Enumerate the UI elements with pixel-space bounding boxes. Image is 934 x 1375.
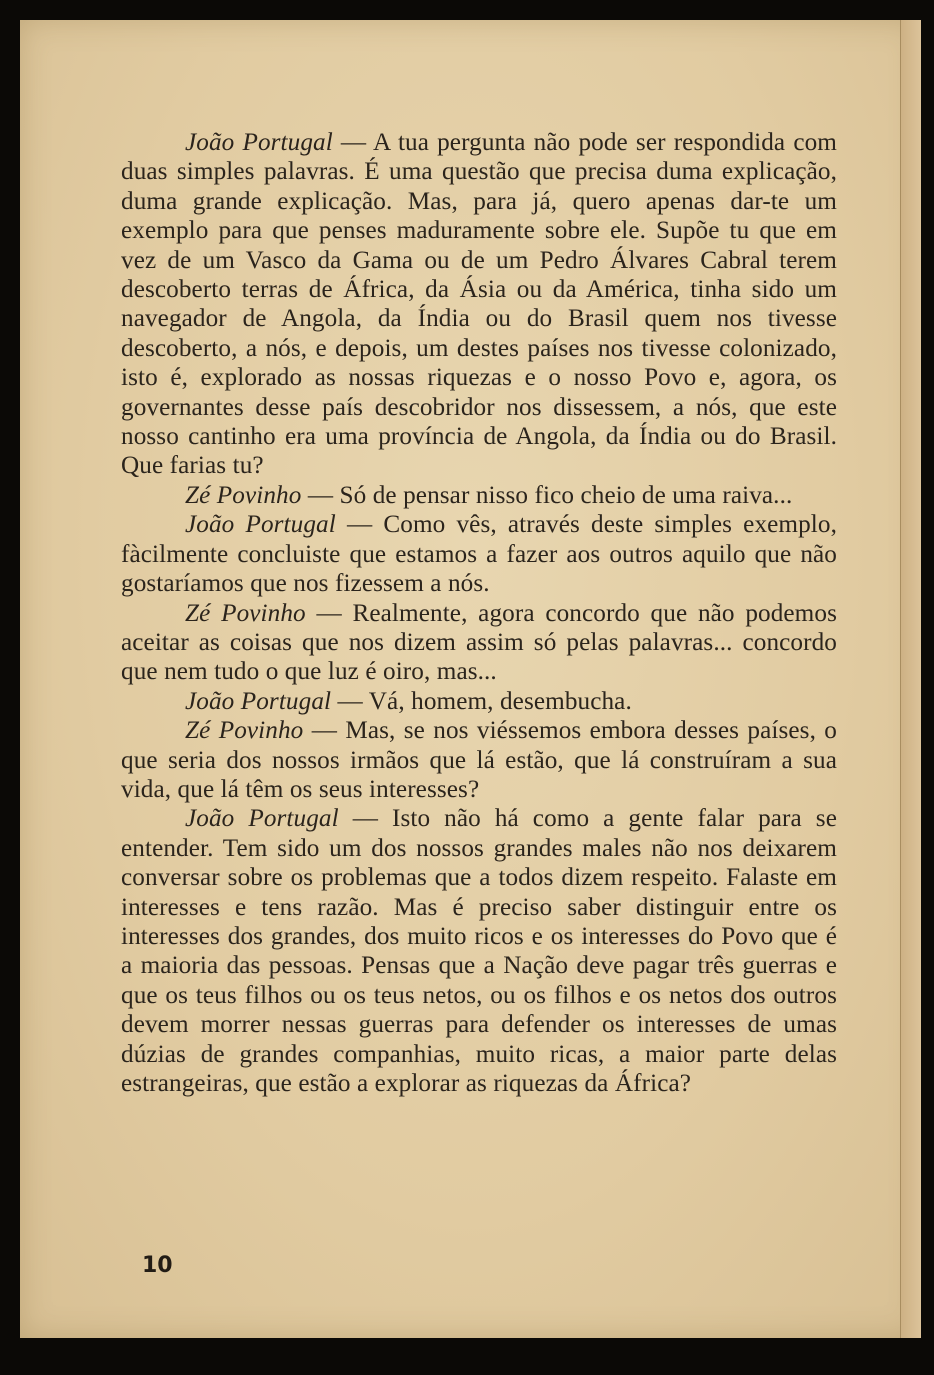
em-dash: — [305,599,353,627]
dialogue-text [121,128,837,1098]
dialogue-paragraph-2 [121,481,837,510]
dialogue-line: Realmente, agora concordo que não podemos aceitar as coisas que nos dizem assim só pelas palavras... concordo que nem tudo o que luz é oiro, mas... [121,599,837,686]
em-dash: — [338,805,392,833]
em-dash: — [331,687,369,715]
speaker-name: João Portugal [185,129,333,156]
speaker-name: Zé Povinho [185,481,302,509]
dialogue-paragraph-4 [121,599,837,687]
dialogue-paragraph-3 [121,510,837,598]
next-page-edge [900,20,921,1338]
dialogue-line: Como vês, através deste simples exemplo, fàcilmente concluiste que estamos a fazer aos outros aquilo que não gostaríamos que nos fizessem a nós. [121,511,837,598]
em-dash: — [335,511,384,539]
dialogue-line: Vá, homem, desembucha. [368,687,632,715]
dialogue-line: Só de pensar nisso fico cheio de uma raiva... [339,481,793,509]
em-dash: — [332,129,373,156]
dialogue-paragraph-1 [121,128,837,481]
speaker-name: Zé Povinho [185,599,306,627]
em-dash: — [303,717,346,745]
dialogue-paragraph-5 [121,687,837,716]
speaker-name: Zé Povinho [185,717,304,745]
speaker-name: João Portugal [185,511,336,539]
speaker-name: João Portugal [185,805,339,833]
book-page [20,20,920,1338]
em-dash: — [301,481,340,509]
dialogue-line: A tua pergunta não pode ser respondida com duas simples palavras. É uma questão que precisa duma explicação, duma grande explicação. Mas, para já, quero apenas dar-te um exemplo para que penses maduramente sobre ele. Supõe tu que em vez de um Vasco da Gama ou de um Pedro Álvares Cabral terem descoberto terras de África, da Ásia ou da América, tinha sido um navegador de Angola, da Índia ou do Brasil quem nos tivesse descoberto, a nós, e depois, um destes países nos tivesse colonizado, isto é, explorado as nossas riquezas e o nosso Povo e, agora, os governantes desse país descobridor nos dissessem, a nós, que este nosso cantinho era uma província de Angola, da Índia ou do Brasil. Que farias tu? [121,129,837,480]
dialogue-paragraph-7 [121,804,837,1098]
dialogue-line: Mas, se nos viéssemos embora desses países, o que seria dos nossos irmãos que lá estão, que lá construíram a sua vida, que lá têm os seus interesses? [121,717,837,803]
speaker-name: João Portugal [185,687,332,715]
dialogue-line: Isto não há como a gente falar para se entender. Tem sido um dos nossos grandes males não nos deixarem conversar sobre os problemas que a todos dizem respeito. Falaste em interesses e tens razão. Mas é preciso saber distinguir entre os interesses dos grandes, dos muito ricos e os interesses do Povo que é a maioria das pessoas. Pensas que a Nação deve pagar três guerras e que os teus filhos ou os teus netos, ou os filhos e os netos dos outros devem morrer nessas guerras para defender os interesses de umas dúzias de grandes companhias, muito ricas, a maior parte delas estrangeiras, que estão a explorar as riquezas da África? [121,805,837,1097]
dialogue-paragraph-6 [121,716,837,804]
page-number: 10 [142,1253,173,1278]
